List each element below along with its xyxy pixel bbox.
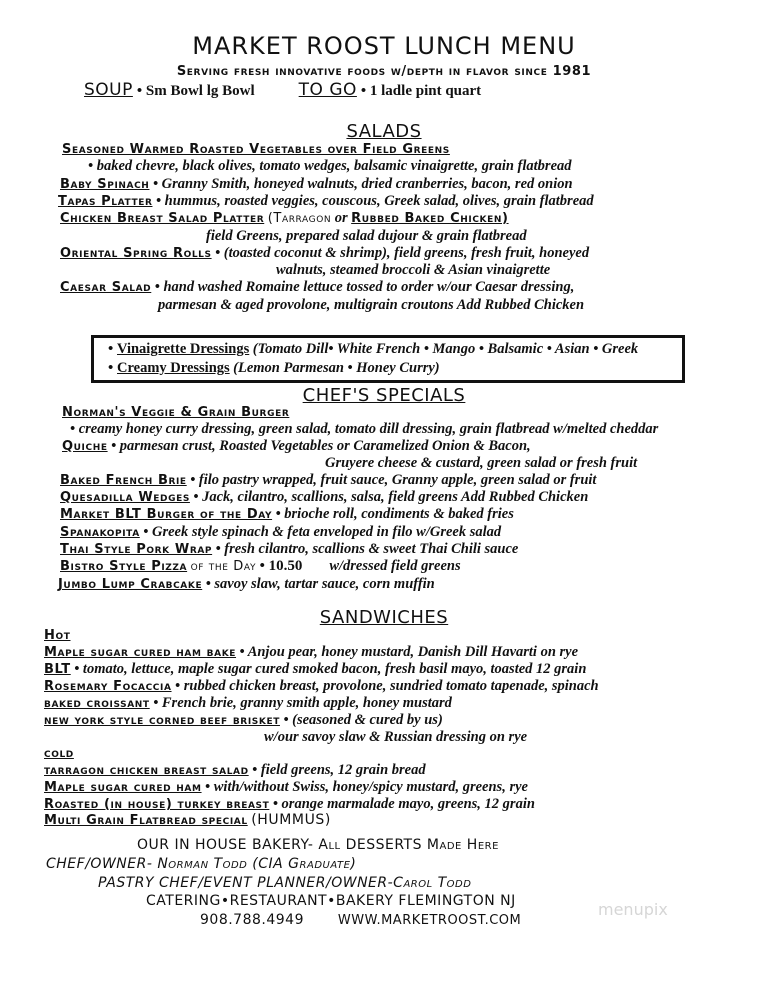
item-desc: • French brie, granny smith apple, honey mustard — [153, 695, 452, 711]
special-item — [60, 524, 501, 541]
sandwich-item — [44, 796, 535, 813]
item-name: Baby Spinach — [60, 177, 150, 192]
soup-options: • Sm Bowl lg Bowl — [136, 83, 255, 99]
item-name: Chicken Breast Salad Platter — [60, 211, 265, 226]
sandwiches-heading: SANDWICHES — [319, 607, 449, 628]
creamy-list: (Lemon Parmesan • Honey Curry) — [233, 360, 440, 376]
item-desc-text: • creamy honey curry dressing, green salad, tomato dill dressing, grain flatbread w/melted cheddar — [70, 421, 659, 437]
website-link[interactable]: WWW.MARKETROOST.COM — [337, 913, 522, 928]
salad-item — [60, 176, 573, 193]
salads-heading: SALADS — [346, 121, 422, 142]
item-name: Oriental Spring Rolls — [60, 246, 212, 261]
item-desc: • tomato, lettuce, maple sugar cured smoked bacon, fresh basil mayo, toasted 12 grain — [74, 661, 587, 677]
creamy-line: • Creamy Dressings (Lemon Parmesan • Honey Curry) — [108, 360, 440, 376]
creamy-label: Creamy Dressings — [117, 360, 230, 376]
item-name: Seasoned Warmed Roasted Vegetables over Field Greens — [62, 142, 450, 157]
item-name: Quesadilla Wedges — [60, 490, 190, 505]
pastry-line: PASTRY CHEF/EVENT PLANNER/OWNER-Carol Todd — [98, 875, 472, 891]
item-desc-text: • baked chevre, black olives, tomato wedges, balsamic vinaigrette, grain flatbread — [88, 158, 572, 174]
item-desc: • parmesan crust, Roasted Vegetables or Caramelized Onion & Bacon, — [111, 438, 531, 454]
togo-label: TO GO — [298, 80, 357, 100]
item-desc: • filo pastry wrapped, fruit sauce, Granny apple, green salad or fruit — [190, 472, 597, 488]
item-desc: • Granny Smith, honeyed walnuts, dried cranberries, bacon, red onion — [152, 176, 573, 192]
sandwich-item — [44, 678, 599, 695]
watermark: menupix — [598, 900, 668, 919]
item-desc-text: parmesan & aged provolone, multigrain croutons Add Rubbed Chicken — [158, 297, 585, 313]
item-option: Rubbed Baked Chicken) — [351, 211, 509, 226]
special-item — [60, 541, 518, 558]
item-name: Spanakopita — [60, 525, 140, 540]
item-option: (Tarragon — [267, 211, 332, 226]
hot-label — [44, 627, 70, 644]
item-desc: • hummus, roasted veggies, couscous, Greek salad, olives, grain flatbread — [155, 193, 594, 209]
item-desc: • (seasoned & cured by us) — [283, 712, 443, 728]
item-desc — [70, 421, 658, 438]
sandwich-item — [44, 661, 586, 678]
item-desc-text: walnuts, steamed broccoli & Asian vinaigrette — [276, 262, 551, 278]
special-item — [62, 404, 289, 421]
item-or: or — [334, 210, 348, 226]
item-name: Maple sugar cured ham — [44, 780, 202, 795]
item-desc: • field greens, 12 grain bread — [252, 762, 426, 778]
item-desc: • savoy slaw, tartar sauce, corn muffin — [205, 576, 435, 592]
sandwich-item — [44, 712, 443, 729]
contact-line — [200, 912, 521, 928]
item-suffix: of the Day — [190, 559, 257, 574]
special-item — [60, 558, 461, 575]
sandwich-item — [44, 762, 426, 779]
menu-title: MARKET ROOST LUNCH MENU — [192, 32, 576, 60]
item-desc: • fresh cilantro, scallions & sweet Thai Chili sauce — [215, 541, 519, 557]
vinaigrette-list: (Tomato Dill• White French • Mango • Balsamic • Asian • Greek — [252, 341, 639, 357]
item-desc: • Jack, cilantro, scallions, salsa, field greens Add Rubbed Chicken — [193, 489, 589, 505]
soup-row — [84, 80, 481, 100]
item-desc-text: w/our savoy slaw & Russian dressing on rye — [264, 729, 528, 745]
item-desc-text: Gruyere cheese & custard, green salad or fresh fruit — [325, 455, 638, 471]
item-desc — [158, 297, 584, 314]
item-name: Jumbo Lump Crabcake — [58, 577, 203, 592]
item-name: Bistro Style Pizza — [60, 559, 188, 574]
item-desc: • Anjou pear, honey mustard, Danish Dill Havarti on rye — [239, 644, 579, 660]
cold-label — [44, 745, 74, 762]
salad-item — [60, 245, 589, 262]
phone: 908.788.4949 — [200, 912, 304, 928]
item-name: Thai Style Pork Wrap — [60, 542, 213, 557]
specials-heading: CHEF'S SPECIALS — [302, 385, 466, 406]
salad-item — [60, 210, 509, 227]
item-desc — [264, 729, 527, 746]
item-desc-text: field Greens, prepared salad dujour & grain flatbread — [206, 228, 527, 244]
item-desc — [88, 158, 572, 175]
item-desc — [206, 228, 527, 245]
item-name: Quiche — [62, 439, 108, 454]
chef-line: CHEF/OWNER- Norman Todd (CIA Graduate) — [46, 856, 357, 872]
soup-label: SOUP — [84, 80, 133, 100]
item-name: Multi Grain Flatbread special — [44, 813, 248, 828]
item-name: Rosemary Focaccia — [44, 679, 172, 694]
item-name: Maple sugar cured ham bake — [44, 645, 237, 660]
item-desc: w/dressed field greens — [329, 558, 461, 574]
special-item — [60, 506, 514, 523]
sandwich-item — [44, 779, 528, 796]
tagline: Serving fresh innovative foods w/depth in flavor since 1981 — [176, 64, 592, 79]
item-price: • 10.50 — [259, 558, 303, 574]
special-item — [60, 489, 588, 506]
item-desc: • (toasted coconut & shrimp), field greens, fresh fruit, honeyed — [215, 245, 590, 261]
item-desc: • orange marmalade mayo, greens, 12 grain — [272, 796, 535, 812]
item-name: Roasted (in house) turkey breast — [44, 797, 270, 812]
item-desc: • rubbed chicken breast, provolone, sundried tomato tapenade, spinach — [175, 678, 599, 694]
item-desc — [276, 262, 550, 279]
dressings-box — [91, 335, 685, 383]
item-desc — [325, 455, 637, 472]
item-desc: • hand washed Romaine lettuce tossed to order w/our Caesar dressing, — [154, 279, 575, 295]
item-name: BLT — [44, 662, 71, 677]
special-item — [58, 576, 435, 593]
special-item — [62, 438, 531, 455]
sandwich-item — [44, 695, 452, 712]
item-name: Caesar Salad — [60, 280, 152, 295]
salad-item — [60, 279, 574, 296]
salad-item — [62, 141, 450, 158]
item-desc: • brioche roll, condiments & baked fries — [275, 506, 514, 522]
vinaigrette-line: • Vinaigrette Dressings (Tomato Dill• White French • Mango • Balsamic • Asian • Greek — [108, 341, 639, 357]
item-name: Market BLT Burger of the Day — [60, 507, 273, 522]
item-name: Baked French Brie — [60, 473, 187, 488]
item-name: Norman's Veggie & Grain Burger — [62, 405, 290, 420]
business-line: CATERING•RESTAURANT•BAKERY FLEMINGTON NJ — [146, 893, 516, 909]
sandwich-item — [44, 812, 331, 829]
item-name: Tapas Platter — [58, 194, 153, 209]
item-name: tarragon chicken breast salad — [44, 763, 249, 778]
special-item — [60, 472, 596, 489]
togo-options: • 1 ladle pint quart — [360, 83, 482, 99]
salad-item — [58, 193, 594, 210]
cold-label-text: cold — [44, 746, 74, 761]
sandwich-item — [44, 644, 578, 661]
item-desc: • Greek style spinach & feta enveloped in filo w/Greek salad — [143, 524, 502, 540]
item-name: new york style corned beef brisket — [44, 713, 280, 728]
vinaigrette-label: Vinaigrette Dressings — [117, 341, 250, 357]
bakery-line: OUR IN HOUSE BAKERY- All DESSERTS Made Here — [137, 837, 499, 853]
item-suffix: (HUMMUS) — [251, 812, 331, 828]
item-desc: • with/without Swiss, honey/spicy mustard, greens, rye — [205, 779, 528, 795]
item-name: baked croissant — [44, 696, 150, 711]
hot-label-text: Hot — [44, 628, 71, 643]
